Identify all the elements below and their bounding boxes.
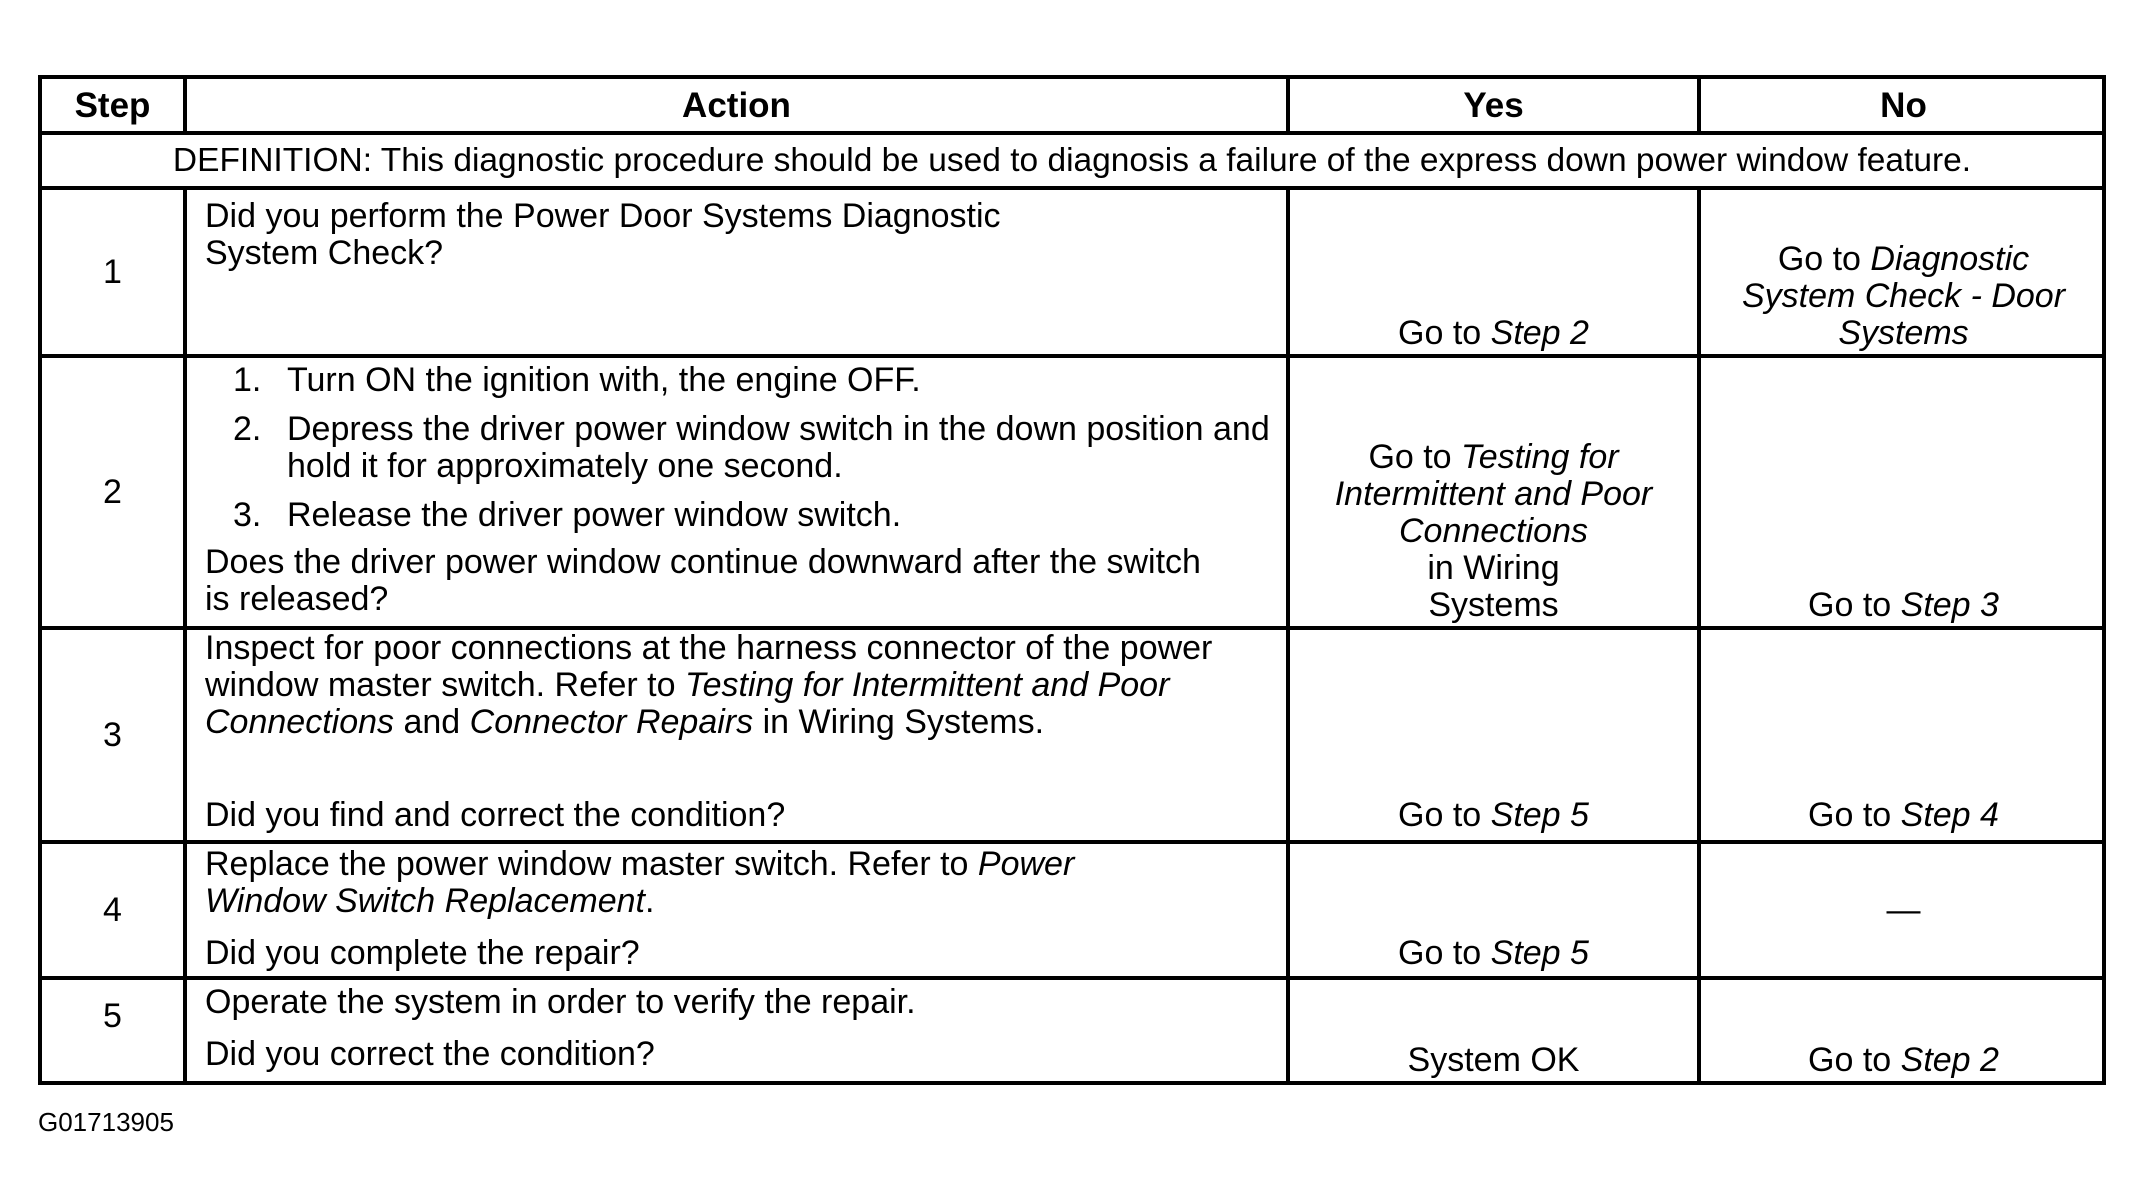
yes-text: Go to (1398, 934, 1491, 972)
step-number: 2 (103, 472, 122, 511)
yes-text: Go to (1368, 438, 1462, 476)
yes-link[interactable]: Step 5 (1490, 934, 1589, 972)
action-text: Did you perform the Power Door Systems Diagnostic (205, 197, 1001, 235)
action-cell (205, 846, 1280, 976)
action-text: Inspect for poor connections at the harness connector of the power window master switch. Refer to Testing for Intermittent and Poor Connections and Connector Repairs in Wiring Systems. (205, 629, 1213, 741)
no-cell: — (1886, 890, 1921, 929)
action-cell (205, 630, 1280, 840)
action-text: Operate the system in order to verify the repair. (205, 983, 916, 1021)
no-cell (1701, 190, 2106, 352)
no-link[interactable]: Step 2 (1900, 1041, 1999, 1079)
no-link[interactable]: Diagnostic System Check - Door Systems (1741, 240, 2066, 352)
no-cell (1701, 980, 2106, 1079)
definition-text: DEFINITION: This diagnostic procedure should be used to diagnosis a failure of the express down power window feature. (172, 142, 1972, 179)
step-number: 5 (103, 997, 122, 1035)
yes-text: Go to (1398, 796, 1491, 834)
no-text: Go to (1808, 1041, 1901, 1079)
yes-text: System OK (1407, 1041, 1580, 1079)
yes-link[interactable]: Step 5 (1490, 796, 1589, 834)
no-link[interactable]: Step 4 (1900, 796, 1999, 834)
yes-cell (1290, 358, 1697, 624)
substep-list (205, 362, 1280, 534)
yes-cell (1290, 190, 1697, 352)
substep: 3. Release the driver power window switch. (233, 496, 902, 534)
no-text: Go to (1808, 796, 1901, 834)
step-number: 3 (103, 715, 122, 754)
header-yes: Yes (1463, 85, 1524, 125)
action-link[interactable]: Testing for Intermittent and Poor Connections (205, 666, 1170, 741)
substep: 1. Turn ON the ignition with, the engine OFF. (233, 361, 921, 399)
header-no: No (1880, 85, 1927, 125)
action-text: Replace the power window master switch. Refer to Power Window Switch Replacement. (205, 845, 1075, 920)
action-cell (205, 198, 1275, 348)
no-link[interactable]: Step 3 (1900, 586, 1999, 624)
step-number: 4 (103, 890, 122, 929)
column-divider (183, 186, 187, 1085)
diagnostic-table (38, 75, 2106, 1085)
no-cell (1701, 630, 2106, 834)
yes-cell (1290, 980, 1697, 1079)
action-link[interactable]: Power Window Switch Replacement (205, 845, 1075, 920)
yes-cell (1290, 630, 1697, 834)
action-question: Did you find and correct the condition? (205, 796, 786, 834)
no-text: Go to (1808, 586, 1901, 624)
figure-id: G01713905 (38, 1107, 174, 1137)
action-text: System Check? (205, 234, 444, 272)
action-question: Did you complete the repair? (205, 934, 640, 972)
yes-cell (1290, 844, 1697, 972)
no-text: Go to (1777, 240, 1871, 278)
header-step: Step (74, 85, 151, 125)
yes-text: Go to (1398, 314, 1491, 352)
step-number: 1 (103, 252, 122, 291)
substep: 2. Depress the driver power window switch in the down position and hold it for approximately one second. (233, 410, 1270, 485)
action-cell (205, 984, 1280, 1079)
yes-link[interactable]: Testing for Intermittent and Poor Connections (1334, 438, 1653, 550)
action-cell (205, 362, 1280, 626)
action-question: Did you correct the condition? (205, 1035, 655, 1073)
yes-link[interactable]: Step 2 (1490, 314, 1589, 352)
yes-text: in Wiring Systems (1427, 549, 1560, 624)
action-question: Does the driver power window continue downward after the switch is released? (205, 543, 1201, 618)
action-link[interactable]: Connector Repairs (469, 703, 754, 741)
header-action: Action (682, 85, 791, 125)
no-cell (1701, 358, 2106, 624)
